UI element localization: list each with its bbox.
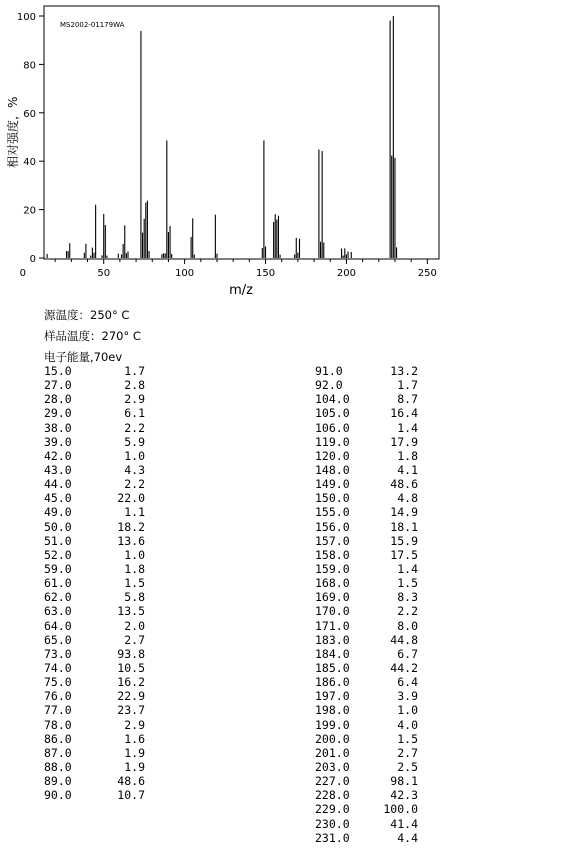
- peak-abundance: 1.8: [397, 448, 418, 463]
- peak-mz: 156.0: [315, 519, 350, 534]
- peak-abundance: 3.9: [397, 689, 418, 704]
- peak-mz: 184.0: [315, 646, 350, 661]
- peak-abundance: 1.8: [124, 561, 145, 576]
- peak-abundance: 2.2: [397, 604, 418, 619]
- peak-mz: 203.0: [315, 759, 350, 774]
- peak-mz: 227.0: [315, 774, 350, 789]
- spectrum-bars: [47, 16, 396, 258]
- peak-row: [44, 718, 145, 732]
- peak-row: [44, 788, 145, 802]
- peak-mz: 92.0: [315, 378, 343, 393]
- peak-abundance: 2.0: [124, 618, 145, 633]
- peak-mz: 76.0: [44, 689, 72, 704]
- peak-mz: 159.0: [315, 561, 350, 576]
- peak-abundance: 8.0: [397, 618, 418, 633]
- peak-mz: 149.0: [315, 477, 350, 492]
- peak-row: [315, 364, 418, 378]
- peak-abundance: 1.5: [124, 576, 145, 591]
- peak-row: [315, 689, 418, 703]
- peak-row: [315, 760, 418, 774]
- peak-row: [44, 604, 145, 618]
- peak-mz: 73.0: [44, 646, 72, 661]
- peak-mz: 229.0: [315, 802, 350, 817]
- x-tick-label: 200: [336, 268, 356, 279]
- peak-row: [315, 576, 418, 590]
- peak-mz: 63.0: [44, 604, 72, 619]
- peak-abundance: 8.3: [397, 590, 418, 605]
- peak-abundance: 4.1: [397, 462, 418, 477]
- peak-row: [315, 491, 418, 505]
- peak-mz: 74.0: [44, 660, 72, 675]
- peak-abundance: 17.5: [390, 547, 418, 562]
- peak-row: [315, 562, 418, 576]
- peak-row: [315, 548, 418, 562]
- peak-abundance: 41.4: [390, 816, 418, 831]
- y-axis: [17, 12, 44, 265]
- peak-abundance: 48.6: [390, 477, 418, 492]
- peak-abundance: 2.8: [124, 378, 145, 393]
- peak-row: [315, 817, 418, 831]
- peak-row: [315, 505, 418, 519]
- peak-mz: 78.0: [44, 717, 72, 732]
- peak-abundance: 5.9: [124, 434, 145, 449]
- peak-row: [44, 619, 145, 633]
- peak-abundance: 16.2: [117, 675, 145, 690]
- peak-abundance: 10.7: [117, 788, 145, 803]
- peak-mz: 42.0: [44, 448, 72, 463]
- peak-abundance: 1.4: [397, 420, 418, 435]
- peak-mz: 86.0: [44, 731, 72, 746]
- x-tick-label: 50: [97, 268, 111, 279]
- peak-row: [44, 675, 145, 689]
- peak-mz: 168.0: [315, 576, 350, 591]
- x-tick-label: 250: [417, 268, 437, 279]
- peak-mz: 120.0: [315, 448, 350, 463]
- peak-abundance: 4.4: [397, 830, 418, 845]
- peak-mz: 170.0: [315, 604, 350, 619]
- peak-row: [315, 619, 418, 633]
- peak-mz: 200.0: [315, 731, 350, 746]
- peak-mz: 155.0: [315, 505, 350, 520]
- peak-mz: 52.0: [44, 547, 72, 562]
- peak-abundance: 1.5: [397, 731, 418, 746]
- peak-row: [315, 463, 418, 477]
- peak-table-right: [315, 364, 418, 845]
- peak-abundance: 42.3: [390, 788, 418, 803]
- peak-row: [44, 520, 145, 534]
- peak-row: [315, 732, 418, 746]
- peak-abundance: 14.9: [390, 505, 418, 520]
- peak-mz: 89.0: [44, 774, 72, 789]
- peak-mz: 186.0: [315, 675, 350, 690]
- peak-mz: 15.0: [44, 364, 72, 378]
- peak-abundance: 17.9: [390, 434, 418, 449]
- peak-abundance: 18.2: [117, 519, 145, 534]
- peak-abundance: 4.0: [397, 717, 418, 732]
- peak-row: [44, 406, 145, 420]
- x-axis: [20, 259, 437, 279]
- peak-row: [315, 378, 418, 392]
- peak-row: [44, 590, 145, 604]
- peak-abundance: 4.8: [397, 491, 418, 506]
- peak-mz: 150.0: [315, 491, 350, 506]
- peak-mz: 51.0: [44, 533, 72, 548]
- peak-abundance: 5.8: [124, 590, 145, 605]
- peak-mz: 28.0: [44, 392, 72, 407]
- y-tick-label: 20: [23, 205, 36, 217]
- peak-mz: 65.0: [44, 632, 72, 647]
- peak-mz: 77.0: [44, 703, 72, 718]
- peak-abundance: 44.8: [390, 632, 418, 647]
- peak-abundance: 1.0: [397, 703, 418, 718]
- peak-abundance: 98.1: [390, 774, 418, 789]
- peak-row: [315, 647, 418, 661]
- peak-mz: 44.0: [44, 477, 72, 492]
- peak-abundance: 22.9: [117, 689, 145, 704]
- peak-abundance: 2.2: [124, 420, 145, 435]
- peak-mz: 158.0: [315, 547, 350, 562]
- x-tick-label: 150: [255, 268, 276, 279]
- peak-row: [315, 449, 418, 463]
- peak-mz: 59.0: [44, 561, 72, 576]
- peak-mz: 169.0: [315, 590, 350, 605]
- peak-row: [44, 491, 145, 505]
- peak-row: [315, 831, 418, 845]
- peak-mz: 91.0: [315, 364, 343, 378]
- peak-mz: 231.0: [315, 830, 350, 845]
- y-tick-label: 40: [23, 157, 36, 169]
- sample-temperature: 样品温度：270° C: [44, 329, 141, 343]
- peak-abundance: 1.7: [124, 364, 145, 378]
- peak-mz: 105.0: [315, 406, 350, 421]
- peak-mz: 199.0: [315, 717, 350, 732]
- peak-row: [315, 435, 418, 449]
- peak-abundance: 1.5: [397, 576, 418, 591]
- peak-mz: 185.0: [315, 660, 350, 675]
- y-tick-label: 80: [23, 60, 36, 72]
- peak-row: [44, 562, 145, 576]
- peak-abundance: 13.5: [117, 604, 145, 619]
- peak-abundance: 1.7: [397, 378, 418, 393]
- source-temperature: 源温度：250° C: [44, 308, 130, 322]
- peak-row: [44, 746, 145, 760]
- peak-mz: 183.0: [315, 632, 350, 647]
- peak-mz: 230.0: [315, 816, 350, 831]
- peak-row: [44, 689, 145, 703]
- peak-mz: 50.0: [44, 519, 72, 534]
- peak-abundance: 2.9: [124, 392, 145, 407]
- peak-row: [44, 421, 145, 435]
- peak-abundance: 1.9: [124, 759, 145, 774]
- peak-row: [44, 505, 145, 519]
- peak-abundance: 6.1: [124, 406, 145, 421]
- peak-row: [44, 576, 145, 590]
- peak-mz: 75.0: [44, 675, 72, 690]
- peak-abundance: 16.4: [390, 406, 418, 421]
- peak-abundance: 13.6: [117, 533, 145, 548]
- x-axis-label: m/z: [229, 283, 253, 298]
- peak-abundance: 1.0: [124, 448, 145, 463]
- peak-row: [315, 604, 418, 618]
- peak-abundance: 100.0: [383, 802, 418, 817]
- peak-row: [44, 548, 145, 562]
- peak-mz: 228.0: [315, 788, 350, 803]
- peak-abundance: 8.7: [397, 392, 418, 407]
- y-tick-label: 0: [29, 254, 36, 265]
- peak-row: [315, 633, 418, 647]
- peak-row: [44, 378, 145, 392]
- peak-abundance: 6.4: [397, 675, 418, 690]
- peak-row: [315, 477, 418, 491]
- peak-row: [315, 590, 418, 604]
- peak-mz: 38.0: [44, 420, 72, 435]
- peak-row: [44, 661, 145, 675]
- peak-row: [315, 746, 418, 760]
- peak-row: [44, 534, 145, 548]
- peak-row: [44, 449, 145, 463]
- peak-mz: 171.0: [315, 618, 350, 633]
- peak-row: [44, 774, 145, 788]
- peak-mz: 49.0: [44, 505, 72, 520]
- peak-abundance: 2.2: [124, 477, 145, 492]
- peak-mz: 87.0: [44, 745, 72, 760]
- peak-mz: 119.0: [315, 434, 350, 449]
- peak-table-left: [44, 364, 145, 802]
- peak-abundance: 13.2: [390, 364, 418, 378]
- peak-abundance: 1.4: [397, 561, 418, 576]
- peak-row: [44, 392, 145, 406]
- peak-row: [44, 463, 145, 477]
- mass-spectrum-chart: [0, 0, 570, 300]
- peak-row: [315, 718, 418, 732]
- peak-row: [315, 534, 418, 548]
- peak-mz: 90.0: [44, 788, 72, 803]
- peak-abundance: 4.3: [124, 462, 145, 477]
- peak-row: [315, 774, 418, 788]
- peak-abundance: 22.0: [117, 491, 145, 506]
- peak-abundance: 44.2: [390, 660, 418, 675]
- peak-mz: 157.0: [315, 533, 350, 548]
- peak-row: [315, 788, 418, 802]
- x-tick-label: 100: [175, 268, 195, 279]
- peak-mz: 61.0: [44, 576, 72, 591]
- peak-row: [44, 703, 145, 717]
- peak-abundance: 48.6: [117, 774, 145, 789]
- peak-abundance: 2.5: [397, 759, 418, 774]
- peak-row: [44, 364, 145, 378]
- peak-mz: 88.0: [44, 759, 72, 774]
- peak-row: [315, 421, 418, 435]
- peak-row: [315, 392, 418, 406]
- peak-mz: 27.0: [44, 378, 72, 393]
- peak-mz: 43.0: [44, 462, 72, 477]
- peak-abundance: 18.1: [390, 519, 418, 534]
- peak-row: [315, 661, 418, 675]
- peak-row: [315, 520, 418, 534]
- peak-abundance: 93.8: [117, 646, 145, 661]
- peak-row: [44, 647, 145, 661]
- peak-mz: 198.0: [315, 703, 350, 718]
- peak-abundance: 2.7: [124, 632, 145, 647]
- peak-abundance: 2.9: [124, 717, 145, 732]
- peak-row: [44, 633, 145, 647]
- peak-abundance: 1.1: [124, 505, 145, 520]
- y-tick-label: 60: [23, 108, 36, 120]
- peak-abundance: 6.7: [397, 646, 418, 661]
- peak-mz: 39.0: [44, 434, 72, 449]
- peak-mz: 29.0: [44, 406, 72, 421]
- peak-mz: 45.0: [44, 491, 72, 506]
- peak-mz: 64.0: [44, 618, 72, 633]
- peak-abundance: 10.5: [117, 660, 145, 675]
- electron-energy: 电子能量,70ev: [44, 350, 123, 364]
- peak-mz: 201.0: [315, 745, 350, 760]
- peak-abundance: 23.7: [117, 703, 145, 718]
- peak-mz: 148.0: [315, 462, 350, 477]
- x-tick-label: 0: [19, 268, 27, 279]
- peak-row: [44, 477, 145, 491]
- y-tick-label: 100: [16, 12, 36, 23]
- peak-mz: 197.0: [315, 689, 350, 704]
- peak-row: [315, 703, 418, 717]
- peak-mz: 106.0: [315, 420, 350, 435]
- peak-abundance: 1.9: [124, 745, 145, 760]
- peak-row: [44, 435, 145, 449]
- peak-abundance: 15.9: [390, 533, 418, 548]
- peak-row: [315, 802, 418, 816]
- peak-row: [44, 732, 145, 746]
- peak-mz: 104.0: [315, 392, 350, 407]
- spectrum-id-label: MS2002-01179WA: [60, 21, 125, 29]
- peak-row: [315, 675, 418, 689]
- peak-row: [315, 406, 418, 420]
- peak-row: [44, 760, 145, 774]
- y-axis-label: 相对强度，%: [6, 96, 20, 168]
- peak-mz: 62.0: [44, 590, 72, 605]
- peak-abundance: 2.7: [397, 745, 418, 760]
- peak-abundance: 1.6: [124, 731, 145, 746]
- peak-abundance: 1.0: [124, 547, 145, 562]
